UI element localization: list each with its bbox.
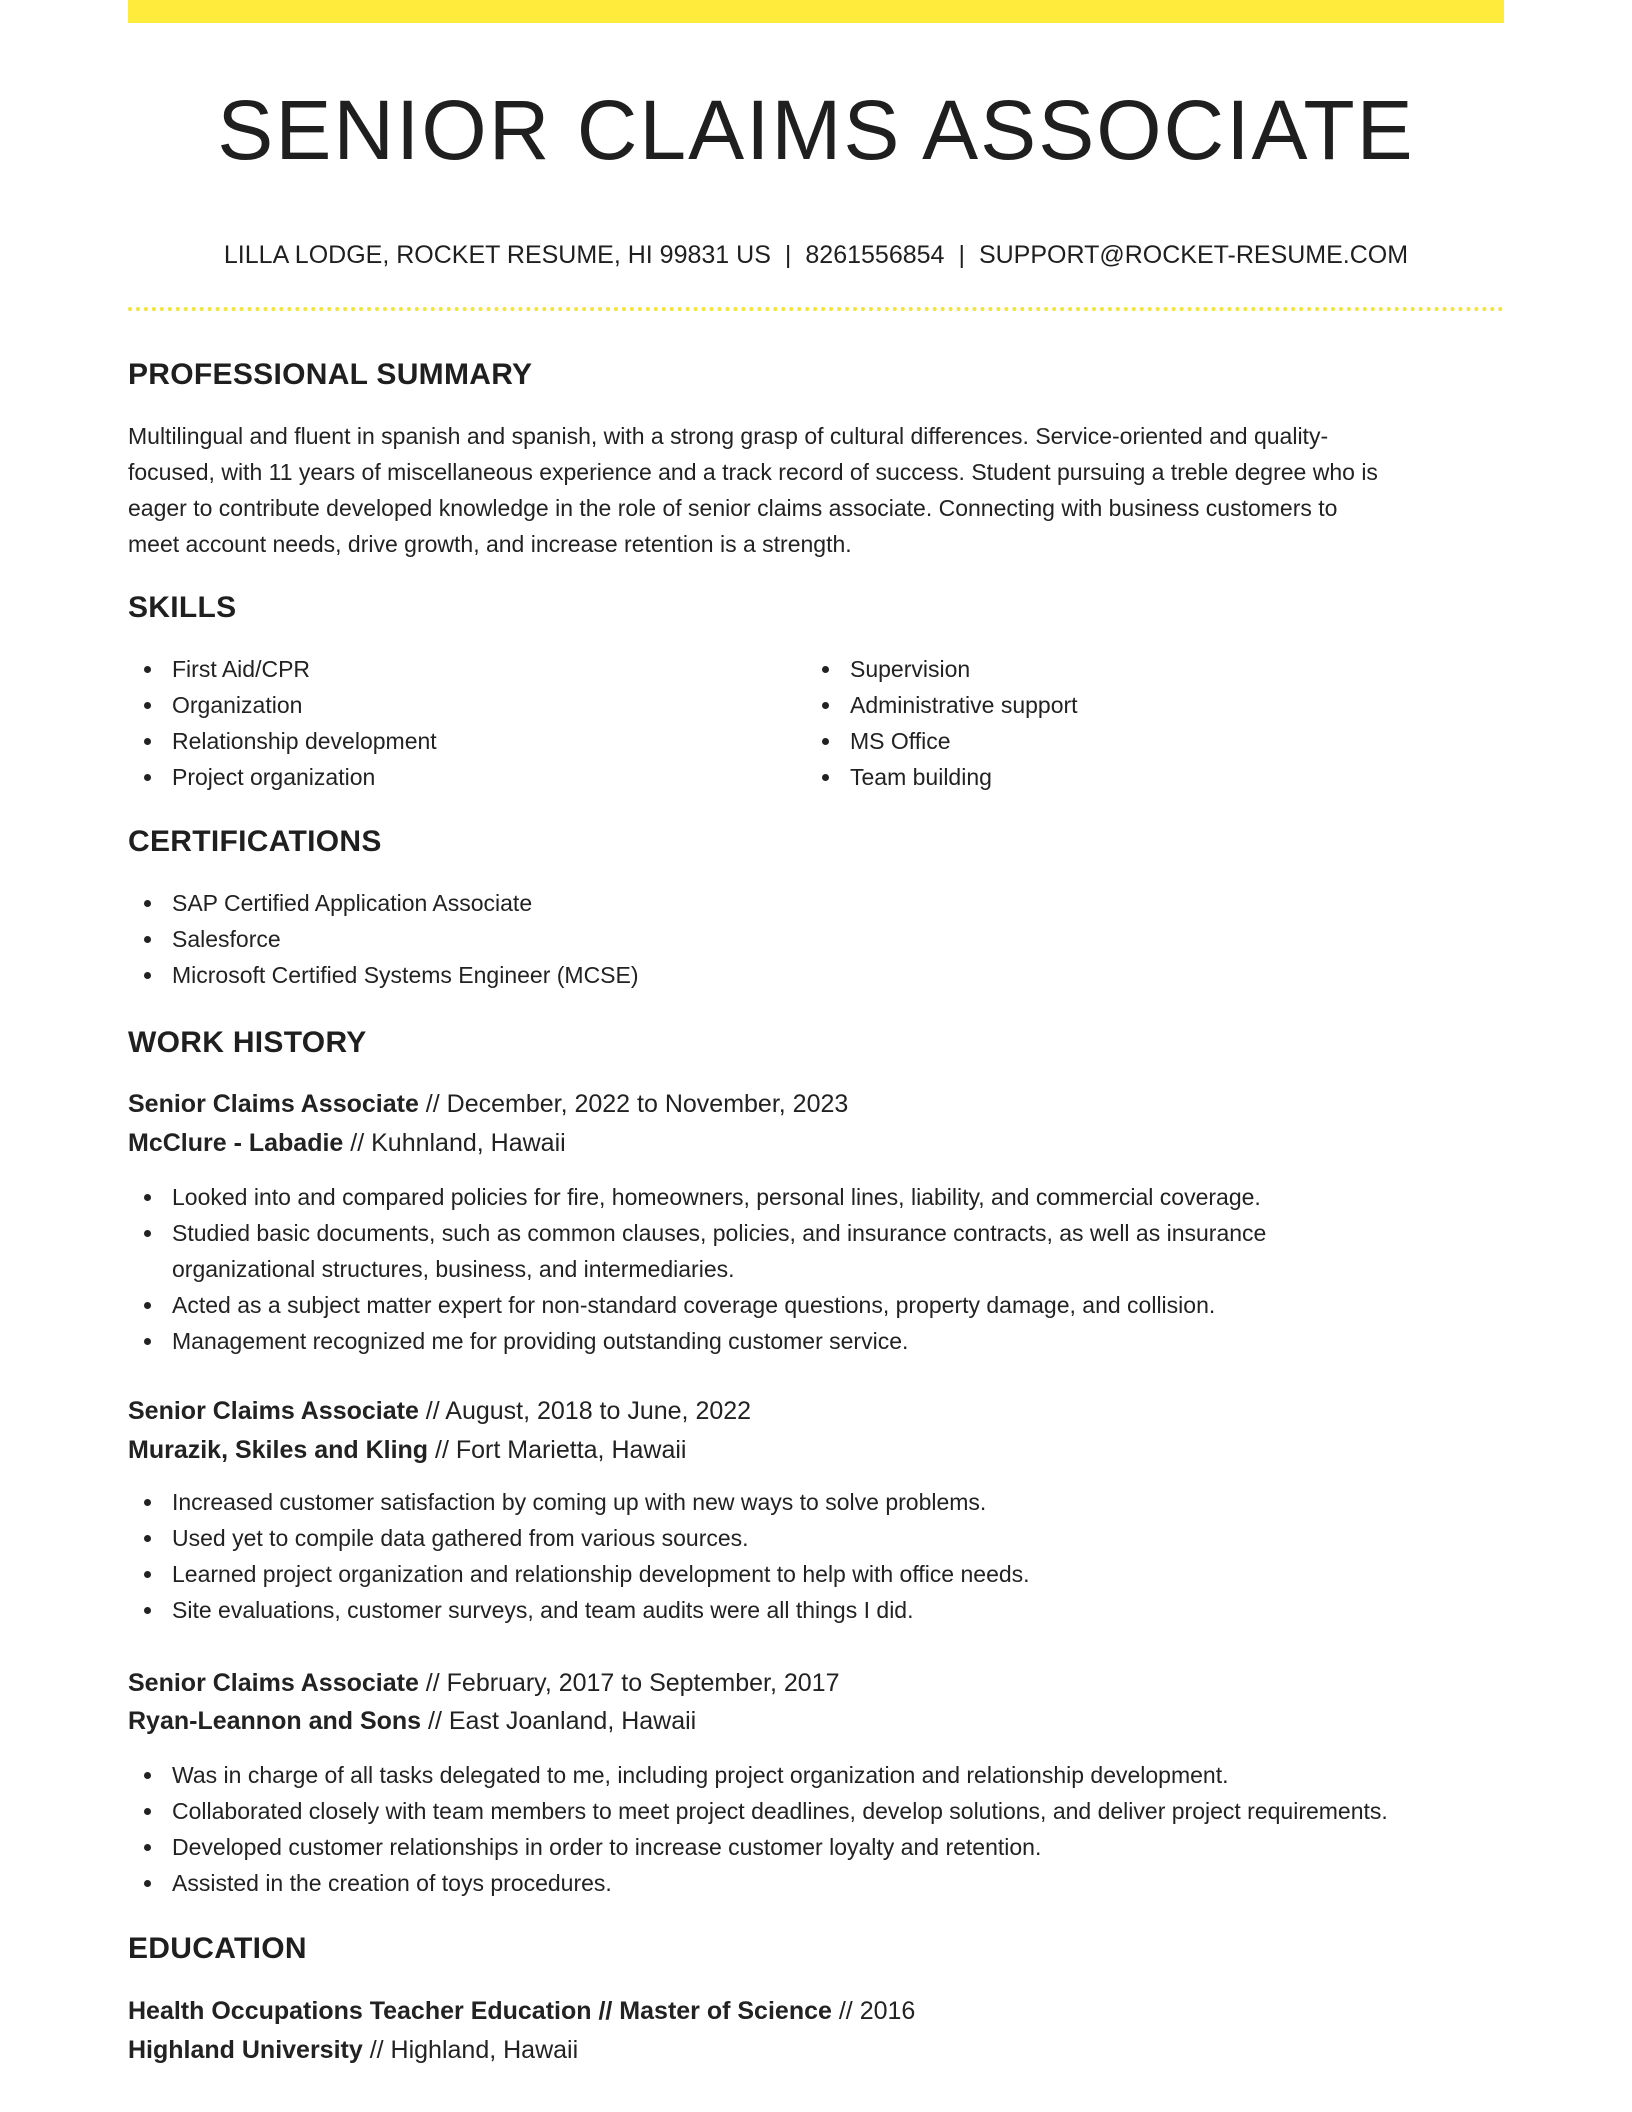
education-heading: EDUCATION bbox=[128, 1932, 307, 1965]
job-company: McClure - Labadie bbox=[128, 1129, 344, 1157]
job-bullets bbox=[128, 1757, 1504, 1901]
resume-title: SENIOR CLAIMS ASSOCIATE bbox=[217, 83, 1415, 177]
skills-list-right bbox=[806, 651, 1466, 795]
education-location: // Highland, Hawaii bbox=[362, 2036, 579, 2064]
contact-separator: | bbox=[958, 241, 965, 269]
summary-line: Multilingual and fluent in spanish and spanish, with a strong grasp of cultural differences. Service-oriented and quality- bbox=[128, 423, 1329, 449]
job-company-line bbox=[128, 1431, 686, 1469]
work-history-heading: WORK HISTORY bbox=[128, 1026, 367, 1059]
job-bullet: Increased customer satisfaction by coming up with new ways to solve problems. bbox=[128, 1484, 1504, 1520]
skill-item: First Aid/CPR bbox=[128, 651, 788, 687]
job-location: // Fort Marietta, Hawaii bbox=[428, 1436, 687, 1464]
summary-line: focused, with 11 years of miscellaneous experience and a track record of success. Student pursuing a treble degree who is bbox=[128, 459, 1378, 485]
education-year: // 2016 bbox=[831, 1997, 916, 2025]
contact-line bbox=[128, 238, 1504, 272]
summary-line: meet account needs, drive growth, and increase retention is a strength. bbox=[128, 531, 852, 557]
job-dates: // February, 2017 to September, 2017 bbox=[418, 1669, 840, 1697]
job-bullet bbox=[128, 1215, 1504, 1287]
job-dates: // August, 2018 to June, 2022 bbox=[418, 1397, 752, 1425]
job-bullet: Assisted in the creation of toys procedures. bbox=[128, 1865, 1504, 1901]
job-bullets bbox=[128, 1179, 1504, 1359]
job-company-line bbox=[128, 1124, 566, 1162]
job-bullet: Acted as a subject matter expert for non-standard coverage questions, property damage, and collision. bbox=[128, 1287, 1504, 1323]
job-company: Ryan-Leannon and Sons bbox=[128, 1707, 422, 1735]
summary-heading: PROFESSIONAL SUMMARY bbox=[128, 358, 533, 391]
skill-item: Project organization bbox=[128, 759, 788, 795]
job-company-line bbox=[128, 1702, 696, 1740]
skills-list-left bbox=[128, 651, 788, 795]
job-dates: // December, 2022 to November, 2023 bbox=[418, 1090, 849, 1118]
summary-line: eager to contribute developed knowledge in the role of senior claims associate. Connecting with business customers to bbox=[128, 495, 1338, 521]
skill-item: Team building bbox=[806, 759, 1466, 795]
contact-phone: 8261556854 bbox=[805, 241, 945, 269]
job-title: Senior Claims Associate bbox=[128, 1669, 419, 1697]
job-bullets bbox=[128, 1484, 1504, 1628]
skill-item: Supervision bbox=[806, 651, 1466, 687]
job-title-line bbox=[128, 1664, 840, 1702]
education-school-line bbox=[128, 2031, 578, 2069]
job-bullet: Site evaluations, customer surveys, and team audits were all things I did. bbox=[128, 1592, 1504, 1628]
job-title: Senior Claims Associate bbox=[128, 1397, 419, 1425]
skill-item: Administrative support bbox=[806, 687, 1466, 723]
education-degree: Health Occupations Teacher Education // Master of Science bbox=[128, 1997, 832, 2025]
certifications-list bbox=[128, 885, 1504, 993]
summary-text bbox=[128, 418, 1504, 562]
dotted-divider bbox=[128, 307, 1504, 311]
job-location: // East Joanland, Hawaii bbox=[421, 1707, 697, 1735]
education-degree-line bbox=[128, 1992, 915, 2030]
job-title-line bbox=[128, 1392, 751, 1430]
skill-item: MS Office bbox=[806, 723, 1466, 759]
accent-top-bar bbox=[128, 0, 1504, 23]
job-bullet: Collaborated closely with team members to meet project deadlines, develop solutions, and deliver project requirements. bbox=[128, 1793, 1504, 1829]
job-bullet: Management recognized me for providing outstanding customer service. bbox=[128, 1323, 1504, 1359]
contact-email: SUPPORT@ROCKET-RESUME.COM bbox=[978, 241, 1409, 269]
skills-heading: SKILLS bbox=[128, 591, 237, 624]
skill-item: Relationship development bbox=[128, 723, 788, 759]
contact-address: LILLA LODGE, ROCKET RESUME, HI 99831 US bbox=[223, 241, 771, 269]
job-bullet: Was in charge of all tasks delegated to me, including project organization and relationship development. bbox=[128, 1757, 1504, 1793]
job-title: Senior Claims Associate bbox=[128, 1090, 419, 1118]
certification-item: Microsoft Certified Systems Engineer (MCSE) bbox=[128, 957, 1504, 993]
job-bullet: Used yet to compile data gathered from various sources. bbox=[128, 1520, 1504, 1556]
job-location: // Kuhnland, Hawaii bbox=[343, 1129, 566, 1157]
contact-separator: | bbox=[784, 241, 792, 269]
job-title-line bbox=[128, 1085, 848, 1123]
job-bullet: Developed customer relationships in order to increase customer loyalty and retention. bbox=[128, 1829, 1504, 1865]
job-company: Murazik, Skiles and Kling bbox=[128, 1436, 429, 1464]
job-bullet-line: organizational structures, business, and intermediaries. bbox=[172, 1256, 735, 1282]
skill-item: Organization bbox=[128, 687, 788, 723]
certification-item: Salesforce bbox=[128, 921, 1504, 957]
job-bullet: Looked into and compared policies for fire, homeowners, personal lines, liability, and commercial coverage. bbox=[128, 1179, 1504, 1215]
resume-page bbox=[128, 0, 1504, 2112]
certification-item: SAP Certified Application Associate bbox=[128, 885, 1504, 921]
job-bullet: Learned project organization and relationship development to help with office needs. bbox=[128, 1556, 1504, 1592]
education-school: Highland University bbox=[128, 2036, 363, 2064]
certifications-heading: CERTIFICATIONS bbox=[128, 825, 382, 858]
job-bullet-line: Studied basic documents, such as common clauses, policies, and insurance contracts, as well as insurance bbox=[172, 1220, 1267, 1246]
